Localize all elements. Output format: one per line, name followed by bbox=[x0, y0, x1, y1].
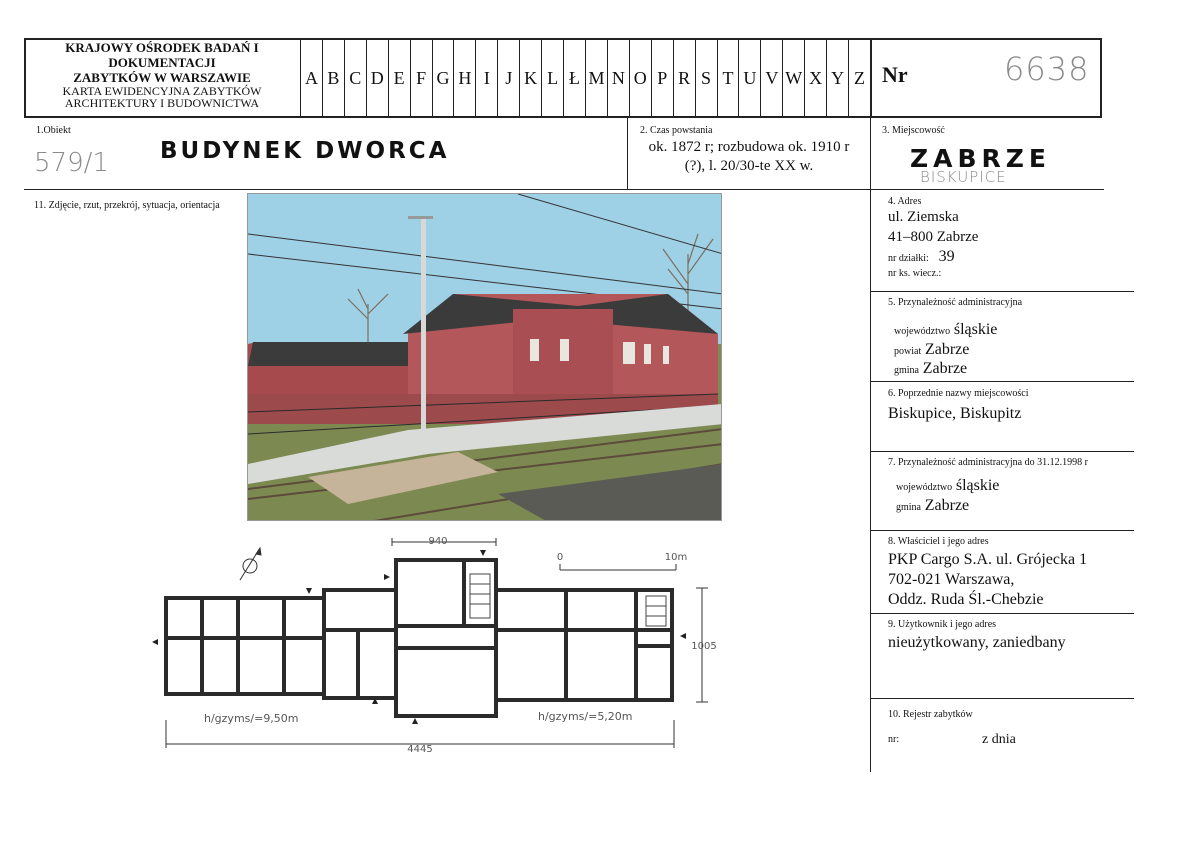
miejscowosc-note: BISKUPICE bbox=[920, 168, 1007, 186]
index-letter: V bbox=[760, 38, 782, 118]
miejscowosc-label: 3. Miejscowość bbox=[882, 125, 945, 136]
rejestr-label: 10. Rejestr zabytków bbox=[888, 709, 973, 720]
woj-value: śląskie bbox=[953, 321, 998, 338]
powiat-value: Zabrze bbox=[924, 341, 970, 358]
card-type-line: KARTA EWIDENCYJNA ZABYTKÓW bbox=[62, 84, 262, 98]
index-letter: C bbox=[344, 38, 366, 118]
dzialka-label: nr działki: bbox=[888, 253, 929, 264]
adres-street: ul. Ziemska bbox=[888, 209, 959, 225]
dzialka-value: 39 bbox=[938, 248, 955, 265]
poprzednie-label: 6. Poprzednie nazwy miejscowości bbox=[888, 388, 1029, 399]
dzialka-row bbox=[888, 247, 955, 268]
woj-label: województwo bbox=[894, 326, 951, 337]
czas-value bbox=[630, 138, 868, 176]
index-letter: Z bbox=[848, 38, 870, 118]
height-right: h/gzyms/=5,20m bbox=[538, 710, 633, 723]
obiekt-name: BUDYNEK DWORCA bbox=[160, 138, 450, 164]
gmina-1998-value: Zabrze bbox=[924, 497, 970, 514]
institution-line: DOKUMENTACJI bbox=[108, 55, 216, 70]
poprzednie-value: Biskupice, Biskupitz bbox=[888, 405, 1022, 422]
obiekt-number: 579/1 bbox=[34, 148, 109, 178]
floor-plan bbox=[140, 530, 720, 760]
divider bbox=[870, 118, 871, 772]
index-letter: P bbox=[651, 38, 673, 118]
rejestr-date-label: z dnia bbox=[982, 732, 1016, 747]
index-letter: U bbox=[738, 38, 760, 118]
czas-line: ok. 1872 r; rozbudowa ok. 1910 r bbox=[648, 139, 850, 155]
woj-1998-label: województwo bbox=[896, 482, 953, 493]
index-letter: Ł bbox=[563, 38, 585, 118]
index-letter: H bbox=[453, 38, 475, 118]
wlasciciel-line: Oddz. Ruda Śl.-Chebzie bbox=[888, 591, 1044, 608]
powiat-label: powiat bbox=[894, 346, 922, 357]
index-letter: G bbox=[432, 38, 454, 118]
index-letter: T bbox=[717, 38, 739, 118]
uzytkownik-label: 9. Użytkownik i jego adres bbox=[888, 619, 997, 630]
plan-walls bbox=[166, 560, 672, 716]
scale-end: 10m bbox=[664, 552, 688, 563]
index-letter: Y bbox=[826, 38, 848, 118]
scale-start: 0 bbox=[556, 552, 564, 563]
powiat-row bbox=[894, 340, 969, 361]
wlasciciel-label: 8. Właściciel i jego adres bbox=[888, 536, 989, 547]
index-letter: A bbox=[300, 38, 322, 118]
miejscowosc-value: ZABRZE bbox=[910, 144, 1051, 173]
wlasciciel-line: PKP Cargo S.A. ul. Grójecka 1 bbox=[888, 551, 1088, 568]
czas-label: 2. Czas powstania bbox=[640, 125, 713, 136]
gmina-1998-label: gmina bbox=[896, 502, 921, 513]
index-letter: R bbox=[673, 38, 695, 118]
index-letter: O bbox=[629, 38, 651, 118]
przynaleznosc-label: 5. Przynależność administracyjna bbox=[888, 297, 1023, 308]
institution-block bbox=[26, 40, 298, 116]
wlasciciel-line: 702-021 Warszawa, bbox=[888, 571, 1015, 588]
czas-line: (?), l. 20/30-te XX w. bbox=[684, 158, 814, 174]
divider bbox=[870, 381, 1134, 382]
gmina-1998-row bbox=[896, 496, 969, 517]
index-letter: W bbox=[782, 38, 804, 118]
index-letter: X bbox=[804, 38, 826, 118]
index-letter: J bbox=[497, 38, 519, 118]
index-letter: S bbox=[695, 38, 717, 118]
dim-top: 940 bbox=[428, 536, 448, 547]
gmina-row bbox=[894, 359, 967, 380]
institution-line: KRAJOWY OŚRODEK BADAŃ I bbox=[65, 40, 259, 55]
photo-section-label: 11. Zdjęcie, rzut, przekrój, sytuacja, orientacja bbox=[34, 200, 220, 211]
index-letter: F bbox=[410, 38, 432, 118]
compass-icon bbox=[240, 548, 261, 580]
woj-1998-value: śląskie bbox=[955, 477, 1000, 494]
station-photo bbox=[247, 193, 722, 521]
index-letter: D bbox=[366, 38, 388, 118]
divider bbox=[24, 189, 1104, 190]
nr-value: 6638 bbox=[1004, 50, 1090, 88]
gmina-value: Zabrze bbox=[922, 360, 968, 377]
divider bbox=[870, 291, 1134, 292]
height-left: h/gzyms/=9,50m bbox=[204, 712, 299, 725]
index-letter: K bbox=[519, 38, 541, 118]
adres-city: 41–800 Zabrze bbox=[888, 229, 979, 245]
dim-bottom: 4445 bbox=[407, 744, 433, 755]
woj-row bbox=[894, 320, 997, 341]
dim-side: 1005 bbox=[691, 641, 717, 652]
woj-1998-row bbox=[896, 476, 999, 497]
uzytkownik-value: nieużytkowany, zaniedbany bbox=[888, 634, 1066, 651]
adres-label: 4. Adres bbox=[888, 196, 922, 207]
alphabet-index bbox=[300, 38, 870, 118]
divider bbox=[870, 613, 1134, 614]
divider bbox=[870, 698, 1134, 699]
index-letter: E bbox=[388, 38, 410, 118]
divider bbox=[627, 118, 628, 189]
index-letter: L bbox=[541, 38, 563, 118]
ks-label: nr ks. wiecz.: bbox=[888, 268, 942, 279]
index-letter: I bbox=[475, 38, 497, 118]
station-photo-image bbox=[248, 194, 722, 521]
card-type-line: ARCHITEKTURY I BUDOWNICTWA bbox=[64, 96, 260, 110]
divider bbox=[870, 530, 1134, 531]
divider bbox=[870, 451, 1134, 452]
institution-line: ZABYTKÓW W WARSZAWIE bbox=[73, 70, 251, 85]
divider bbox=[870, 38, 872, 118]
nr-label: Nr bbox=[882, 62, 908, 87]
rejestr-nr-label: nr: bbox=[888, 734, 900, 745]
index-letter: B bbox=[322, 38, 344, 118]
index-letter: N bbox=[607, 38, 629, 118]
przynaleznosc-1998-label: 7. Przynależność administracyjna do 31.12.1998 r bbox=[888, 457, 1088, 468]
obiekt-label: 1.Obiekt bbox=[36, 125, 71, 136]
index-letter: M bbox=[585, 38, 607, 118]
gmina-label: gmina bbox=[894, 365, 919, 376]
